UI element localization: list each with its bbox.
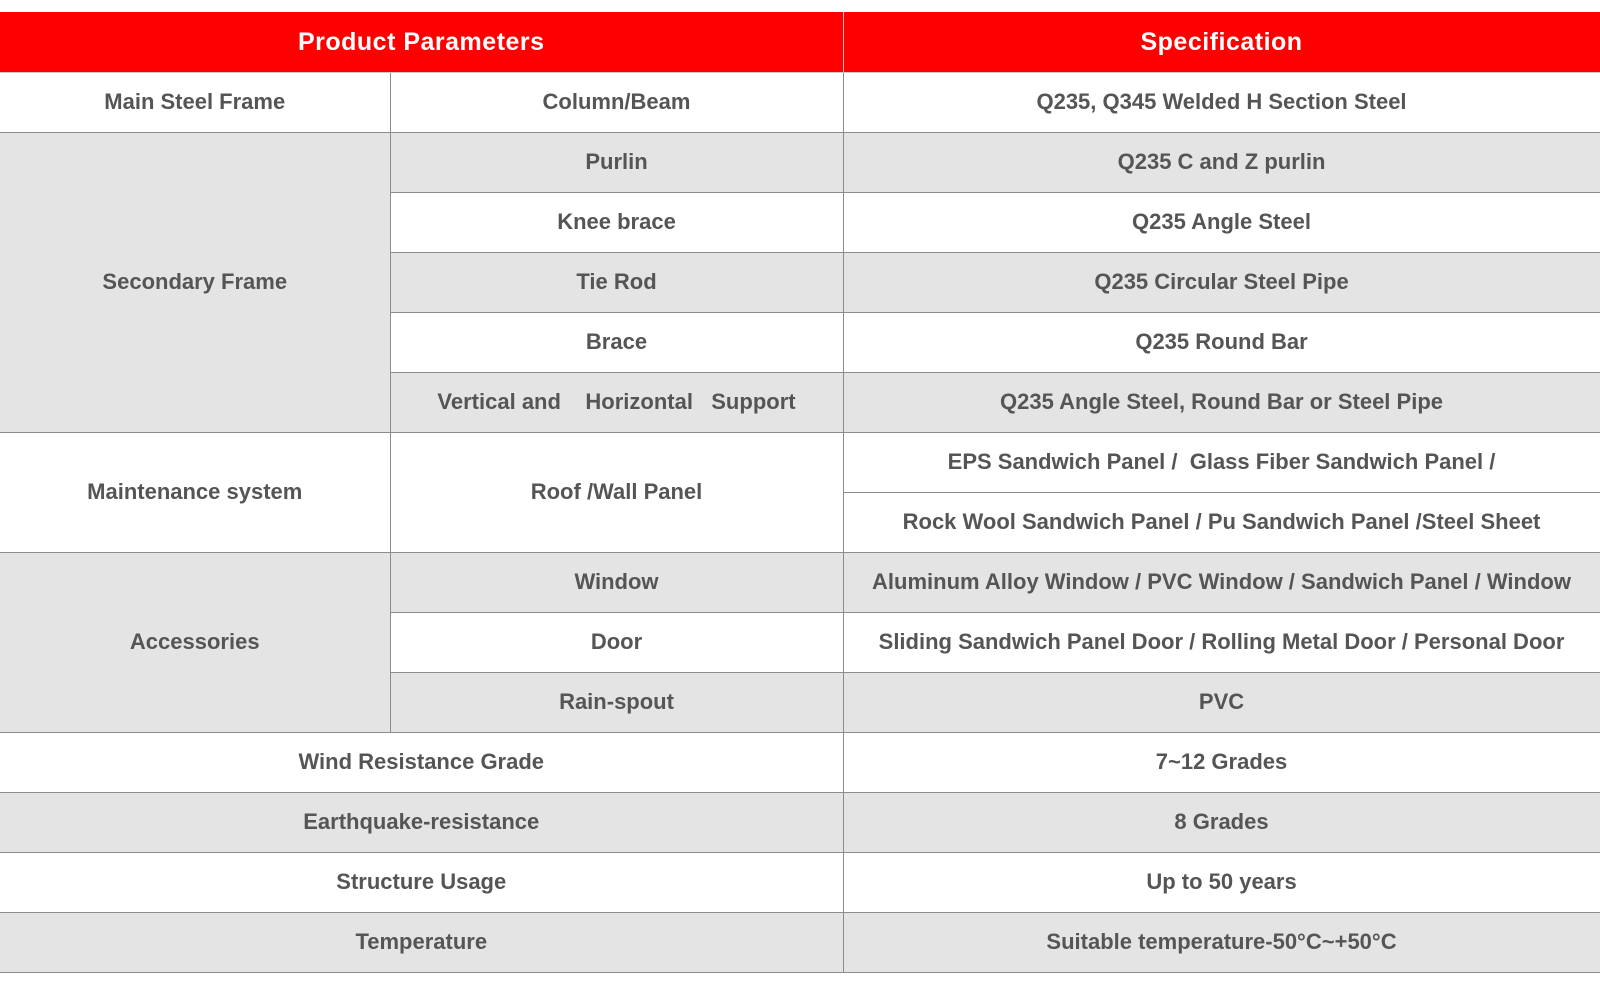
param-label: Earthquake-resistance	[0, 792, 843, 852]
group-label-accessories: Accessories	[0, 552, 390, 732]
spec-value: Aluminum Alloy Window / PVC Window / Sandwich Panel / Window	[843, 552, 1600, 612]
spec-value: 7~12 Grades	[843, 732, 1600, 792]
spec-value: Q235 C and Z purlin	[843, 132, 1600, 192]
param-item: Window	[390, 552, 843, 612]
table-row	[0, 552, 1600, 612]
param-item: Purlin	[390, 132, 843, 192]
param-label: Wind Resistance Grade	[0, 732, 843, 792]
group-label-secondary-frame: Secondary Frame	[0, 132, 390, 432]
spec-value: Rock Wool Sandwich Panel / Pu Sandwich Panel /Steel Sheet	[843, 492, 1600, 552]
table-row	[0, 432, 1600, 492]
table-row	[0, 852, 1600, 912]
param-item: Door	[390, 612, 843, 672]
spec-value: Suitable temperature-50°C~+50°C	[843, 912, 1600, 972]
table-row	[0, 792, 1600, 852]
header-row	[0, 12, 1600, 72]
param-item: Tie Rod	[390, 252, 843, 312]
header-product-parameters: Product Parameters	[0, 12, 843, 72]
header-specification: Specification	[843, 12, 1600, 72]
table-row	[0, 732, 1600, 792]
table-row	[0, 132, 1600, 192]
spec-table	[0, 12, 1600, 973]
spec-value: PVC	[843, 672, 1600, 732]
spec-value: Q235 Angle Steel, Round Bar or Steel Pipe	[843, 372, 1600, 432]
spec-value: Q235, Q345 Welded H Section Steel	[843, 72, 1600, 132]
param-item: Rain-spout	[390, 672, 843, 732]
spec-value: Sliding Sandwich Panel Door / Rolling Metal Door / Personal Door	[843, 612, 1600, 672]
param-item: Brace	[390, 312, 843, 372]
param-item: Vertical and Horizontal Support	[390, 372, 843, 432]
group-label-main-steel-frame: Main Steel Frame	[0, 72, 390, 132]
spec-value: Q235 Angle Steel	[843, 192, 1600, 252]
spec-value: Up to 50 years	[843, 852, 1600, 912]
group-label-maintenance-system: Maintenance system	[0, 432, 390, 552]
param-label: Temperature	[0, 912, 843, 972]
table-row	[0, 912, 1600, 972]
table-row	[0, 72, 1600, 132]
spec-value: Q235 Round Bar	[843, 312, 1600, 372]
param-item: Column/Beam	[390, 72, 843, 132]
param-item: Knee brace	[390, 192, 843, 252]
param-item: Roof /Wall Panel	[390, 432, 843, 552]
spec-value: EPS Sandwich Panel / Glass Fiber Sandwich Panel /	[843, 432, 1600, 492]
spec-value: Q235 Circular Steel Pipe	[843, 252, 1600, 312]
spec-value: 8 Grades	[843, 792, 1600, 852]
param-label: Structure Usage	[0, 852, 843, 912]
